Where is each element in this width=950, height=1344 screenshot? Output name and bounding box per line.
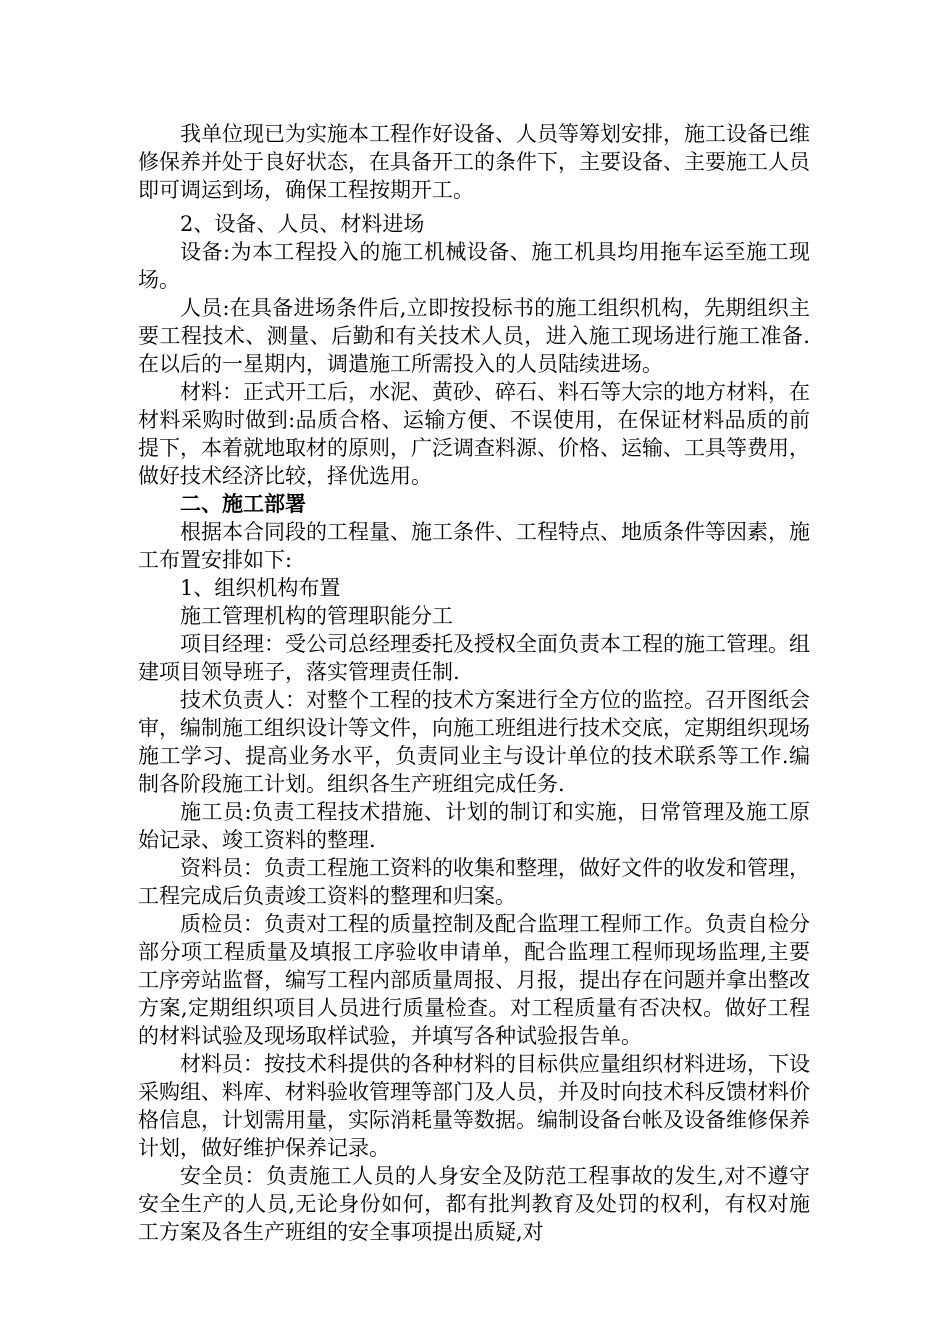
paragraph-intro: 我单位现已为实施本工程作好设备、人员等筹划安排，施工设备已维修保养并处于良好状态，在具备开工的条件下，主要设备、主要施工人员即可调运到场，确保工程按期开工。 <box>138 122 810 202</box>
paragraph-quality-inspector: 质检员：负责对工程的质量控制及配合监理工程师工作。负责自检分部分项工程质量及填报工序验收申请单，配合监理工程师现场监理,主要工序旁站监督，编写工程内部质量周报、月报，提出存在问题并拿出整改方案,定期组织项目人员进行质量检查。对工程质量有否决权。做好工程的材料试验及现场取样试验，并填写各种试验报告单。 <box>138 912 810 1048</box>
paragraph-management-duties: 施工管理机构的管理职能分工 <box>180 604 453 628</box>
paragraph-safety-officer: 安全员：负责施工人员的人身安全及防范工程事故的发生,对不遵守安全生产的人员,无论身份如何，都有批判教育及处罚的权利，有权对施工方案及各生产班组的安全事项提出质疑,对 <box>138 1164 810 1244</box>
paragraph-section-2-title: 2、设备、人员、材料进场 <box>180 212 425 236</box>
paragraph-org-layout: 1、组织机构布置 <box>180 576 341 600</box>
paragraph-equipment: 设备:为本工程投入的施工机械设备、施工机具均用拖车运至施工现场。 <box>138 240 810 292</box>
paragraph-project-manager: 项目经理：受公司总经理委托及授权全面负责本工程的施工管理。组建项目领导班子，落实管理责任制. <box>138 632 810 684</box>
paragraph-materials: 材料：正式开工后，水泥、黄砂、碎石、料石等大宗的地方材料，在材料采购时做到:品质合格、运输方便、不误使用，在保证材料品质的前提下，本着就地取材的原则，广泛调查料源、价格、运输、工具等费用，做好技术经济比较，择优选用。 <box>138 380 810 488</box>
paragraph-personnel: 人员:在具备进场条件后,立即按投标书的施工组织机构，先期组织主要工程技术、测量、后勤和有关技术人员，进入施工现场进行施工准备.在以后的一星期内，调遣施工所需投入的人员陆续进场。 <box>138 296 810 376</box>
paragraph-materials-officer: 材料员：按技术科提供的各种材料的目标供应量组织材料进场，下设采购组、料库、材料验收管理等部门及人员，并及时向技术科反馈材料价格信息，计划需用量，实际消耗量等数据。编制设备台帐及设备维修保养计划，做好维护保养记录。 <box>138 1052 810 1160</box>
paragraph-construction-officer: 施工员:负责工程技术措施、计划的制订和实施，日常管理及施工原始记录、竣工资料的整理. <box>138 800 810 852</box>
paragraph-technical-lead: 技术负责人：对整个工程的技术方案进行全方位的监控。召开图纸会审，编制施工组织设计等文件，向施工班组进行技术交底，定期组织现场施工学习、提高业务水平，负责同业主与设计单位的技术联系等工作.编制各阶段施工计划。组织各生产班组完成任务. <box>138 688 810 796</box>
paragraph-documentation-officer: 资料员：负责工程施工资料的收集和整理，做好文件的收发和管理，工程完成后负责竣工资料的整理和归案。 <box>138 856 810 908</box>
section-heading-construction-deployment: 二、施工部署 <box>180 491 306 516</box>
document-page <box>138 120 810 1246</box>
paragraph-deployment-intro: 根据本合同段的工程量、施工条件、工程特点、地质条件等因素，施工布置安排如下: <box>138 520 810 572</box>
